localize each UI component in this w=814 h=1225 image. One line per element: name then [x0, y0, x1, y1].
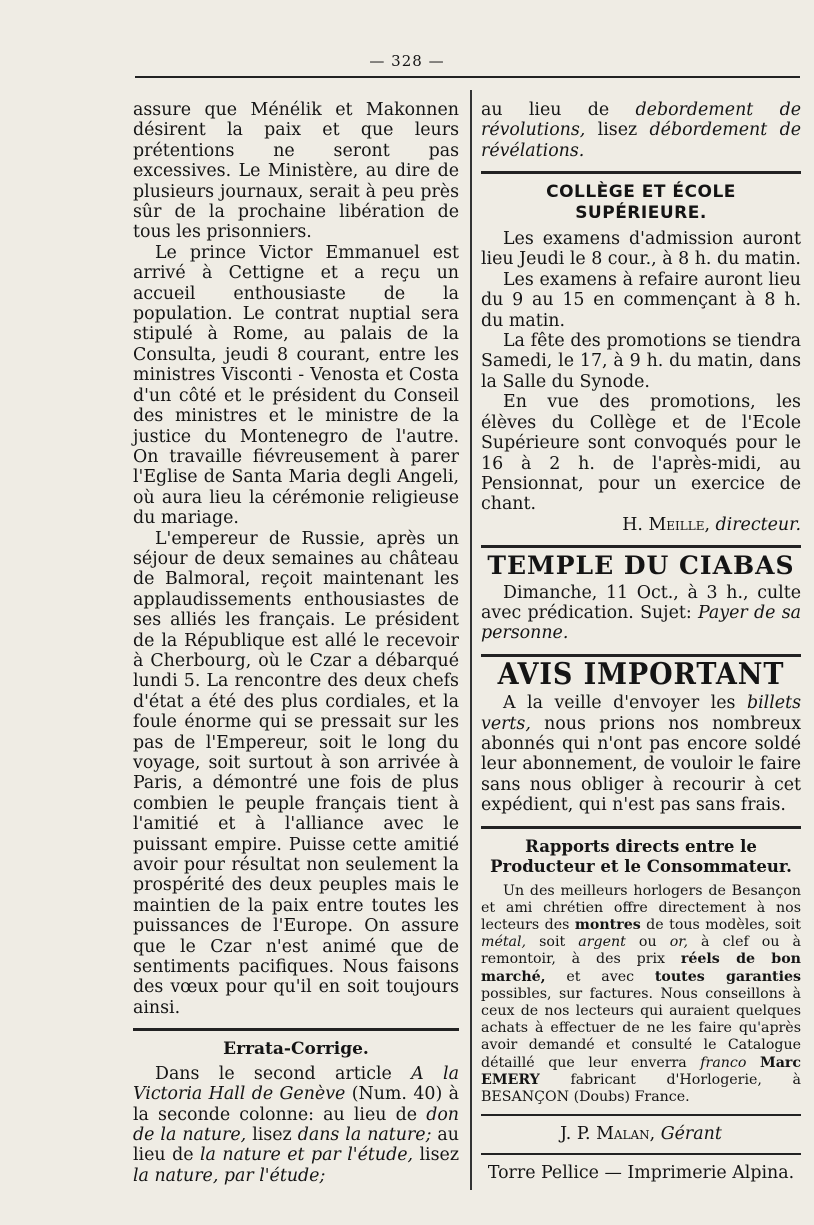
college-paragraph: En vue des promotions, les élèves du Collège et de l'Ecole Supérieure sont convoqués pour le 16 à 2 h. de l'après-midi, au Pensionnat, pour un exercice de chant. — [481, 392, 801, 515]
college-paragraph: Les examens d'admission auront lieu Jeudi le 8 cour., à 8 h. du matin. — [481, 229, 801, 270]
section-rule — [481, 545, 801, 548]
college-paragraph: Les examens à refaire auront lieu du 9 au 15 en commençant à 8 h. du matin. — [481, 269, 801, 331]
news-paragraph-ethiopia: assure que Ménélik et Makonnen désirent la paix et que leurs prétentions ne seront pas excessives. Le Ministère, au dire de plusieurs journaux, serait à peu près sûr de la prochaine libération de tous les prisonniers. — [133, 100, 459, 243]
printer-imprint: Torre Pellice — Imprimerie Alpina. — [487, 1162, 795, 1183]
section-rule — [481, 1114, 801, 1116]
temple-heading: TEMPLE DU CIABAS — [487, 551, 795, 581]
rapports-heading: Rapports directs entre le Producteur et le Consommateur. — [490, 836, 792, 876]
avis-heading: AVIS IMPORTANT — [497, 656, 785, 692]
gerant-signature: J. P. Malan, Gérant — [560, 1124, 722, 1145]
section-rule — [133, 1028, 459, 1031]
errata-heading: Errata-Corrige. — [223, 1039, 369, 1060]
errata-paragraph: Dans le second article A la Victoria Hall de Genève (Num. 40) à la seconde colonne: au lieu de don de la nature, lisez dans la nature; au lieu de la nature et par l'étude, lisez la nature, par l'étude; — [133, 1063, 460, 1186]
news-paragraph-czar: L'empereur de Russie, après un séjour de deux semaines au château de Balmoral, reçoit maintenant les applaudissements enthousiastes de ses alliés les français. Le président de la République est allé le recevoir à Cherbourg, où le Czar a débarqué lundi 5. La rencontre des deux chefs d'état a été des plus cordiales, et la foule énorme qui se pressait sur les pas de l'Empereur, soit le long du voyage, soit surtout à son arrivée à Paris, a démontré une fois de plus combien le peuple français tient à l'amitié et à l'alliance avec le puissant empire. Puisse cette amitié avoir pour résultat non seulement la prospérité des deux peuples mais le maintien de la paix entre toutes les puissances de l'Europe. On assure que le Czar n'est animé que de sentiments pacifiques. Nous faisons des vœux pour qu'il en soit toujours ainsi. — [133, 528, 459, 1018]
news-paragraph-wedding: Le prince Victor Emmanuel est arrivé à Cettigne et a reçu un accueil enthousiaste de la population. Le contrat nuptial sera stipulé à Rome, au palais de la Consulta, jeudi 8 courant, entre les ministres Visconti - Venosta et Costa d'un côté et le président du Conseil des ministres et le ministre de la justice du Montenegro de l'autre. On travaille fiévreusement à parer l'Eglise de Santa Maria degli Angeli, où aura lieu la cérémonie religieuse du mariage. — [133, 242, 459, 529]
right-column — [481, 100, 801, 1183]
section-rule — [481, 826, 801, 829]
errata-continuation: au lieu de debordement de révolutions, lisez débordement de révélations. — [481, 100, 802, 161]
avis-paragraph: A la veille d'envoyer les billets verts, nous prions nos nombreux abonnés qui n'ont pas encore soldé leur abonnement, de vouloir le faire sans nous obliger à recourir à cet expédient, qui n'est pas sans frais. — [481, 693, 801, 816]
college-heading: COLLÈGE ET ÉCOLE SUPÉRIEURE. — [546, 182, 736, 223]
college-paragraph: La fête des promotions se tiendra Samedi, le 17, à 9 h. du matin, dans la Salle du Synode. — [481, 331, 801, 392]
section-rule — [481, 1153, 801, 1155]
section-rule — [481, 171, 801, 174]
page-number: — 328 — — [369, 52, 445, 70]
temple-paragraph: Dimanche, 11 Oct., à 3 h., culte avec prédication. Sujet: Payer de sa personne. — [481, 582, 801, 644]
left-column — [133, 100, 459, 1186]
column-divider — [470, 90, 472, 1190]
rapports-paragraph: Un des meilleurs horlogers de Besançon et ami chrétien offre directement à nos lecteurs des montres de tous modèles, soit métal, soit argent ou or, à clef ou à remontoir, à des prix réels de bon marché, et avec toutes garanties possibles, sur factures. Nous conseillons à ceux de nos lecteurs qui auraient quelques achats à effectuer de ne les faire qu'après avoir demandé et consulté le Catalogue détaillé que leur enverra franco Marc EMERY fabricant d'Horlogerie, à BESANÇON (Doubs) France. — [481, 882, 801, 1106]
header-rule — [135, 76, 800, 78]
college-signature: H. Meille, directeur. — [622, 514, 801, 535]
